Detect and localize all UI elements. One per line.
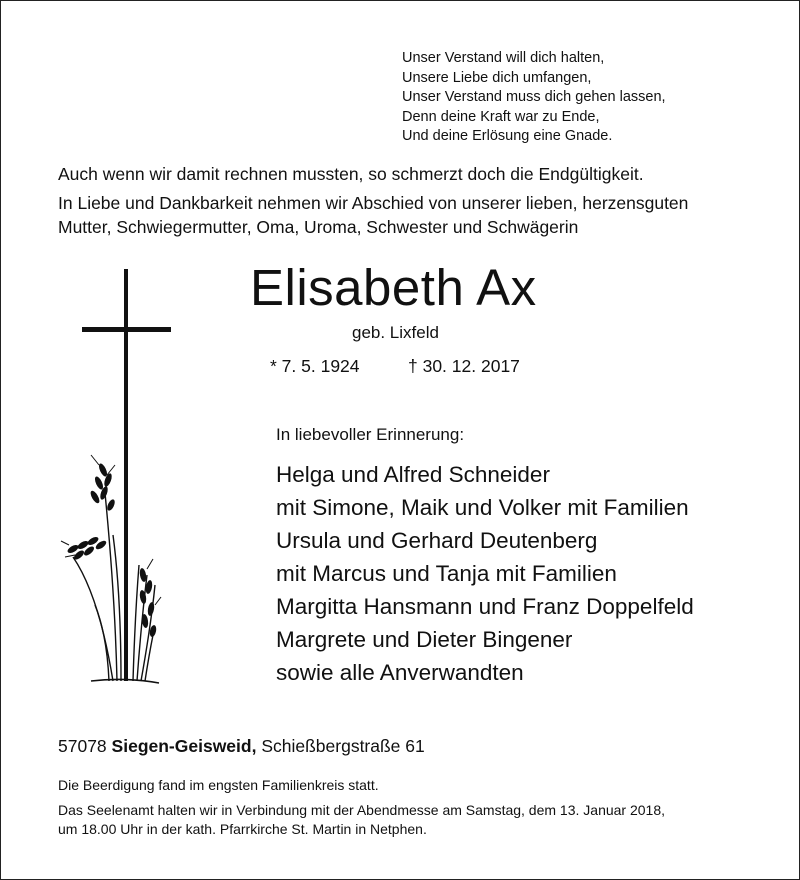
deceased-name: Elisabeth Ax xyxy=(250,259,537,316)
address xyxy=(58,736,425,757)
poem-line: Denn deine Kraft war zu Ende, xyxy=(402,108,600,125)
intro-line-2: In Liebe und Dankbarkeit nehmen wir Abschied von unserer lieben, herzensguten xyxy=(58,193,689,213)
family-line: Helga und Alfred Schneider xyxy=(276,462,550,487)
poem-line: Und deine Erlösung eine Gnade. xyxy=(402,128,613,144)
intro-line-1: Auch wenn wir damit rechnen mussten, so schmerzt doch die Endgültigkeit. xyxy=(58,164,644,184)
family-line: Ursula und Gerhard Deutenberg xyxy=(276,528,598,553)
address-street: Schießbergstraße 61 xyxy=(261,736,425,756)
cross-with-wheat-icon xyxy=(55,265,185,695)
family-line: Margrete und Dieter Bingener xyxy=(276,627,573,652)
mass-note-line-1: Das Seelenamt halten wir in Verbindung mit der Abendmesse am Samstag, dem 13. Januar 2018, xyxy=(58,802,666,818)
family-line: Margitta Hansmann und Franz Doppelfeld xyxy=(276,594,694,619)
poem xyxy=(402,49,666,147)
intro-text xyxy=(58,162,778,239)
life-dates xyxy=(270,356,520,377)
death-date: † 30. 12. 2017 xyxy=(408,356,520,376)
mass-note xyxy=(58,801,778,839)
address-city: Siegen-Geisweid, xyxy=(111,736,257,756)
intro-line-3: Mutter, Schwiegermutter, Oma, Uroma, Schwester und Schwägerin xyxy=(58,217,579,237)
funeral-note: Die Beerdigung fand im engsten Familienkreis statt. xyxy=(58,777,379,793)
mass-note-line-2: um 18.00 Uhr in der kath. Pfarrkirche St. Martin in Netphen. xyxy=(58,821,427,837)
family-line: mit Simone, Maik und Volker mit Familien xyxy=(276,495,689,520)
poem-line: Unser Verstand will dich halten, xyxy=(402,50,605,66)
memory-label: In liebevoller Erinnerung: xyxy=(276,425,465,444)
poem-line: Unsere Liebe dich umfangen, xyxy=(402,69,592,86)
family-line: sowie alle Anverwandten xyxy=(276,660,524,685)
address-zip: 57078 xyxy=(58,736,107,756)
family-list xyxy=(276,458,694,689)
birth-name: geb. Lixfeld xyxy=(352,323,439,342)
birth-date: * 7. 5. 1924 xyxy=(270,356,360,376)
family-line: mit Marcus und Tanja mit Familien xyxy=(276,561,617,586)
poem-line: Unser Verstand muss dich gehen lassen, xyxy=(402,89,666,105)
